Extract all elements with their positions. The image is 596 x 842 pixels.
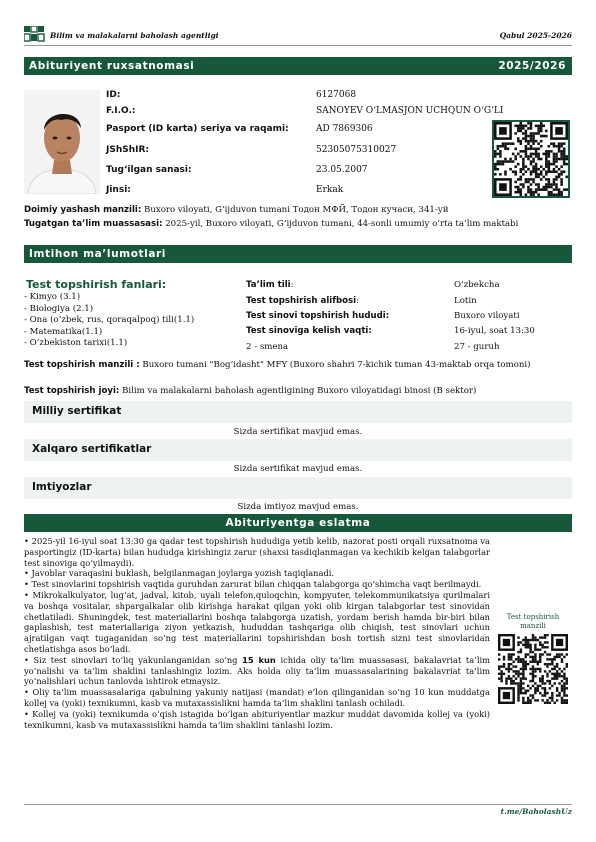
subject-item: - Kimyo (3.1) bbox=[24, 292, 81, 302]
national-certificate-title: Milliy sertifikat bbox=[32, 405, 122, 417]
page-header bbox=[24, 26, 572, 46]
alphabet-label: Test topshirish alifbosi: bbox=[246, 296, 359, 306]
test-location-line bbox=[24, 360, 554, 371]
test-place-label: Test topshirish joyi: bbox=[24, 386, 120, 396]
group-value: 27 - guruh bbox=[454, 342, 500, 352]
language-label: Ta’lim tili: bbox=[246, 280, 294, 290]
arrival-label: Test sinoviga kelish vaqti: bbox=[246, 326, 372, 336]
fullname-label: F.I.O.: bbox=[106, 106, 136, 116]
birthdate-value: 23.05.2007 bbox=[316, 165, 368, 175]
international-certificate-header bbox=[24, 439, 572, 461]
region-label: Test sinovi topshirish hududi: bbox=[246, 311, 390, 321]
id-label: ID: bbox=[106, 90, 121, 100]
pinfl-value: 52305075310027 bbox=[316, 145, 397, 155]
school-line bbox=[24, 219, 584, 230]
region-value: Buxoro viloyati bbox=[454, 311, 520, 321]
note-item: • Test sinovlarini topshirish vaqtida guruhdan zarurat bilan chiqqan talabgorga qo‘shimcha vaqt berilmaydi. bbox=[24, 579, 482, 590]
note-item: • Oliy ta’lim muassasalariga qabulning yakuniy natijasi (mandat) e’lon qilinganidan so‘ng 10 kun muddatga kollej va (yoki) texnikumni, kasb va mutaxassislikni hamda ta’lim shaklini tanlash ochiladi. bbox=[24, 687, 490, 708]
exam-title-bar bbox=[24, 245, 572, 263]
footer-link[interactable]: t.me/BaholashUz bbox=[500, 807, 572, 816]
id-value: 6127068 bbox=[316, 90, 357, 100]
footer-divider bbox=[24, 804, 572, 805]
national-certificate-status: Sizda sertifikat mavjud emas. bbox=[233, 427, 363, 437]
test-place-value: Bilim va malakalarni baholash agentligining Buxoro viloyatidagi binosi (B sektor) bbox=[122, 386, 477, 396]
subjects-title: Test topshirish fanlari: bbox=[26, 278, 167, 291]
fullname-value: SANOYEV O‘LMASJON UCHQUN O‘G‘LI bbox=[316, 106, 504, 116]
birthdate-label: Tug‘ilgan sanasi: bbox=[106, 165, 192, 175]
permit-title: Abituriyent ruxsatnomasi bbox=[29, 60, 195, 72]
address-label: Doimiy yashash manzili: bbox=[24, 205, 142, 215]
passport-label: Pasport (ID karta) seriya va raqami: bbox=[106, 124, 289, 134]
note-item: • Javoblar varaqasini buklash, belgilanmagan joylarga yozish taqiqlanadi. bbox=[24, 568, 335, 579]
subjects-list bbox=[24, 292, 244, 350]
language-value: O‘zbekcha bbox=[454, 280, 500, 290]
gender-label: Jinsi: bbox=[106, 185, 131, 195]
passport-value: AD 7869306 bbox=[316, 124, 373, 134]
international-certificate-status: Sizda sertifikat mavjud emas. bbox=[233, 464, 363, 474]
agency-name: Bilim va malakalarni baholash agentligi bbox=[50, 31, 219, 40]
agency-logo-icon bbox=[24, 26, 46, 42]
test-location-value: Buxoro tumani "Bog‘idasht" MFY (Buxoro shahri 7-kichik tuman 43-maktab orqa tomoni) bbox=[142, 360, 531, 370]
intake-year: Qabul 2025-2026 bbox=[499, 31, 572, 40]
shift-value: 2 - smena bbox=[246, 342, 289, 352]
note-item: • Mikrokalkulyator, lug‘at, jadval, kitob, uyali telefon,quloqchin, kompyuter, telekommunikatsiya qurilmalari va boshqa vositalar, shpargalkalar olib kirishga harakat qilgan yoki olib kirgan talabgorlar test sinovidan chetlatiladi. Shuningdek, test materiallarini boshqa talabgorga uzatish, yordam berish hamda bir-biri bilan gaplashish, test materiallariga ziyon yetkazish, hududdan tashqariga olib chiqish, test sinovlari uchun ajratilgan vaqt tugaganidan so‘ng test materiallarini topshirishdan bosh tortish sizni test sinovlaridan chetlatishga asos bo‘ladi. bbox=[24, 589, 490, 654]
exam-title: Imtihon ma’lumotlari bbox=[29, 248, 167, 260]
privileges-status: Sizda imtiyoz mavjud emas. bbox=[237, 502, 359, 512]
note-item: • Kollej va (yoki) texnikumda o‘qish istagida bo‘lgan abituriyentlar mazkur muddat davomida kollej va (yoki) texnikumni, kasb va mutaxassislikni hamda ta’lim shaklini tanlashi lozim. bbox=[24, 708, 490, 730]
privileges-title: Imtiyozlar bbox=[32, 481, 92, 493]
note-item: • 2025-yil 16-iyul soat 13:30 ga qadar test topshirish hududiga yetib kelib, nazorat posti orqali ruxsatnoma va pasportingiz (ID-karta) bilan hududga kirishingiz zarur (shaxsi tasdiqlanmagan va kechikib kelgan talabgorlar test sinoviga qo‘yilmaydi). bbox=[24, 536, 490, 568]
applicant-photo bbox=[24, 90, 100, 194]
location-qr-code[interactable] bbox=[498, 634, 568, 704]
subject-item: - Ona (o‘zbek, rus, qoraqalpoq) tili(1.1) bbox=[24, 315, 195, 325]
test-place-line bbox=[24, 386, 584, 397]
subject-item: - O‘zbekiston tarixi(1.1) bbox=[24, 338, 128, 348]
arrival-value: 16-iyul, soat 13:30 bbox=[454, 326, 535, 336]
note-item: • Siz test sinovlari to‘liq yakunlanganidan so‘ng 15 kun ichida oliy ta’lim muassasasi, bakalavriat ta’lim yo‘nalishi va ta’lim shaklini tanlashingiz lozim. Aks holda oliy ta’lim muassasalarining bakalavriat ta’lim yo‘nalishlari uchun tanlovda ishtirok etmaysiz. bbox=[24, 654, 490, 687]
school-label: Tugatgan ta’lim muassasasi: bbox=[24, 219, 163, 229]
subject-item: - Matematika(1.1) bbox=[24, 326, 103, 337]
test-location-label: Test topshirish manzili : bbox=[24, 360, 140, 370]
subject-item: - Biologiya (2.1) bbox=[24, 303, 94, 314]
international-certificate-title: Xalqaro sertifikatlar bbox=[32, 443, 152, 455]
reminder-title: Abituriyentga eslatma bbox=[225, 517, 371, 529]
location-qr-label: Test topshirish manzili bbox=[506, 613, 560, 630]
pinfl-label: JShShIR: bbox=[106, 145, 150, 155]
reminder-notes bbox=[24, 536, 490, 730]
address-line bbox=[24, 205, 584, 216]
alphabet-value: Lotin bbox=[454, 296, 477, 306]
national-certificate-header bbox=[24, 401, 572, 423]
privileges-header bbox=[24, 477, 572, 499]
permit-year: 2025/2026 bbox=[498, 60, 566, 72]
permit-title-bar bbox=[24, 57, 572, 75]
school-value: 2025-yil, Buxoro viloyati, G‘ijduvon tumani, 44-sonli umumiy o‘rta ta’lim maktabi bbox=[165, 219, 519, 229]
applicant-qr-code bbox=[492, 120, 570, 198]
address-value: Buxoro viloyati, G‘ijduvon tumani Тодон МФЙ, Тодон кучаси, 341-уй bbox=[144, 205, 449, 215]
gender-value: Erkak bbox=[316, 185, 344, 195]
reminder-title-bar bbox=[24, 514, 572, 532]
